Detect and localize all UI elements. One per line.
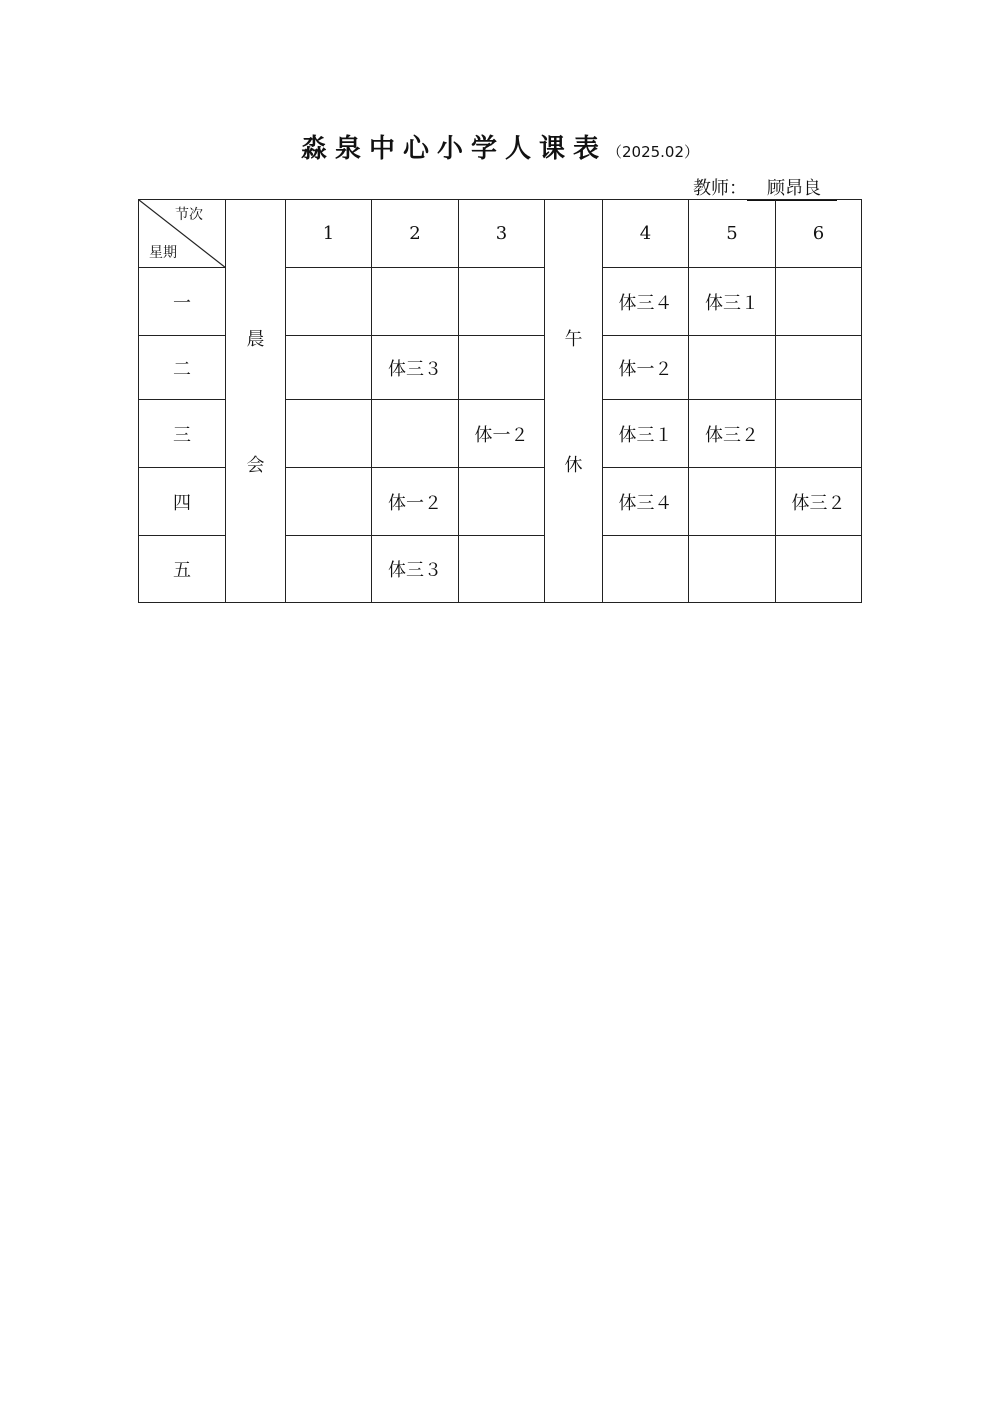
class-cell	[689, 536, 776, 603]
period-header: 4	[603, 200, 689, 268]
class-cell: 体三３	[372, 536, 459, 603]
class-cell: 体三２	[776, 468, 862, 536]
period-header: 5	[689, 200, 776, 268]
noon-break-char-1: 午	[564, 329, 583, 350]
class-cell	[776, 400, 862, 468]
corner-label-period: 节次	[175, 207, 203, 223]
class-cell: 体一２	[459, 400, 545, 468]
title-main: 淼泉中心小学人课表	[300, 134, 607, 164]
class-cell: 体三１	[689, 268, 776, 336]
corner-label-weekday: 星期	[149, 245, 177, 261]
noon-break-char-2: 休	[564, 455, 583, 476]
weekday-label: 二	[139, 336, 226, 400]
weekday-label: 一	[139, 268, 226, 336]
teacher-line	[693, 174, 837, 201]
corner-header	[139, 200, 226, 268]
schedule-table	[138, 199, 862, 603]
class-cell	[286, 268, 372, 336]
class-cell	[603, 536, 689, 603]
class-cell: 体一２	[372, 468, 459, 536]
morning-meeting-column	[226, 200, 286, 603]
class-cell	[689, 336, 776, 400]
morning-meeting-char-1: 晨	[246, 329, 265, 350]
class-cell: 体三４	[603, 268, 689, 336]
class-cell	[372, 400, 459, 468]
class-cell	[286, 536, 372, 603]
class-cell: 体三３	[372, 336, 459, 400]
class-cell	[459, 268, 545, 336]
period-header: 3	[459, 200, 545, 268]
class-cell	[776, 336, 862, 400]
class-cell: 体三１	[603, 400, 689, 468]
period-header: 2	[372, 200, 459, 268]
header-row	[139, 200, 862, 268]
class-cell	[776, 268, 862, 336]
weekday-label: 三	[139, 400, 226, 468]
weekday-label: 四	[139, 468, 226, 536]
class-cell: 体三２	[689, 400, 776, 468]
class-cell	[286, 400, 372, 468]
weekday-label: 五	[139, 536, 226, 603]
title-date: （2025.02）	[606, 143, 700, 161]
class-cell	[689, 468, 776, 536]
page-title	[0, 128, 1000, 165]
period-header: 1	[286, 200, 372, 268]
period-header: 6	[776, 200, 862, 268]
teacher-name: 顾昂良	[747, 178, 837, 201]
class-cell: 体一２	[603, 336, 689, 400]
class-cell	[372, 268, 459, 336]
class-cell	[286, 336, 372, 400]
class-cell	[459, 336, 545, 400]
morning-meeting-char-2: 会	[246, 455, 265, 476]
teacher-label: 教师：	[693, 178, 747, 199]
class-cell	[776, 536, 862, 603]
class-cell: 体三４	[603, 468, 689, 536]
class-cell	[459, 468, 545, 536]
class-cell	[459, 536, 545, 603]
class-cell	[286, 468, 372, 536]
noon-break-column	[545, 200, 603, 603]
